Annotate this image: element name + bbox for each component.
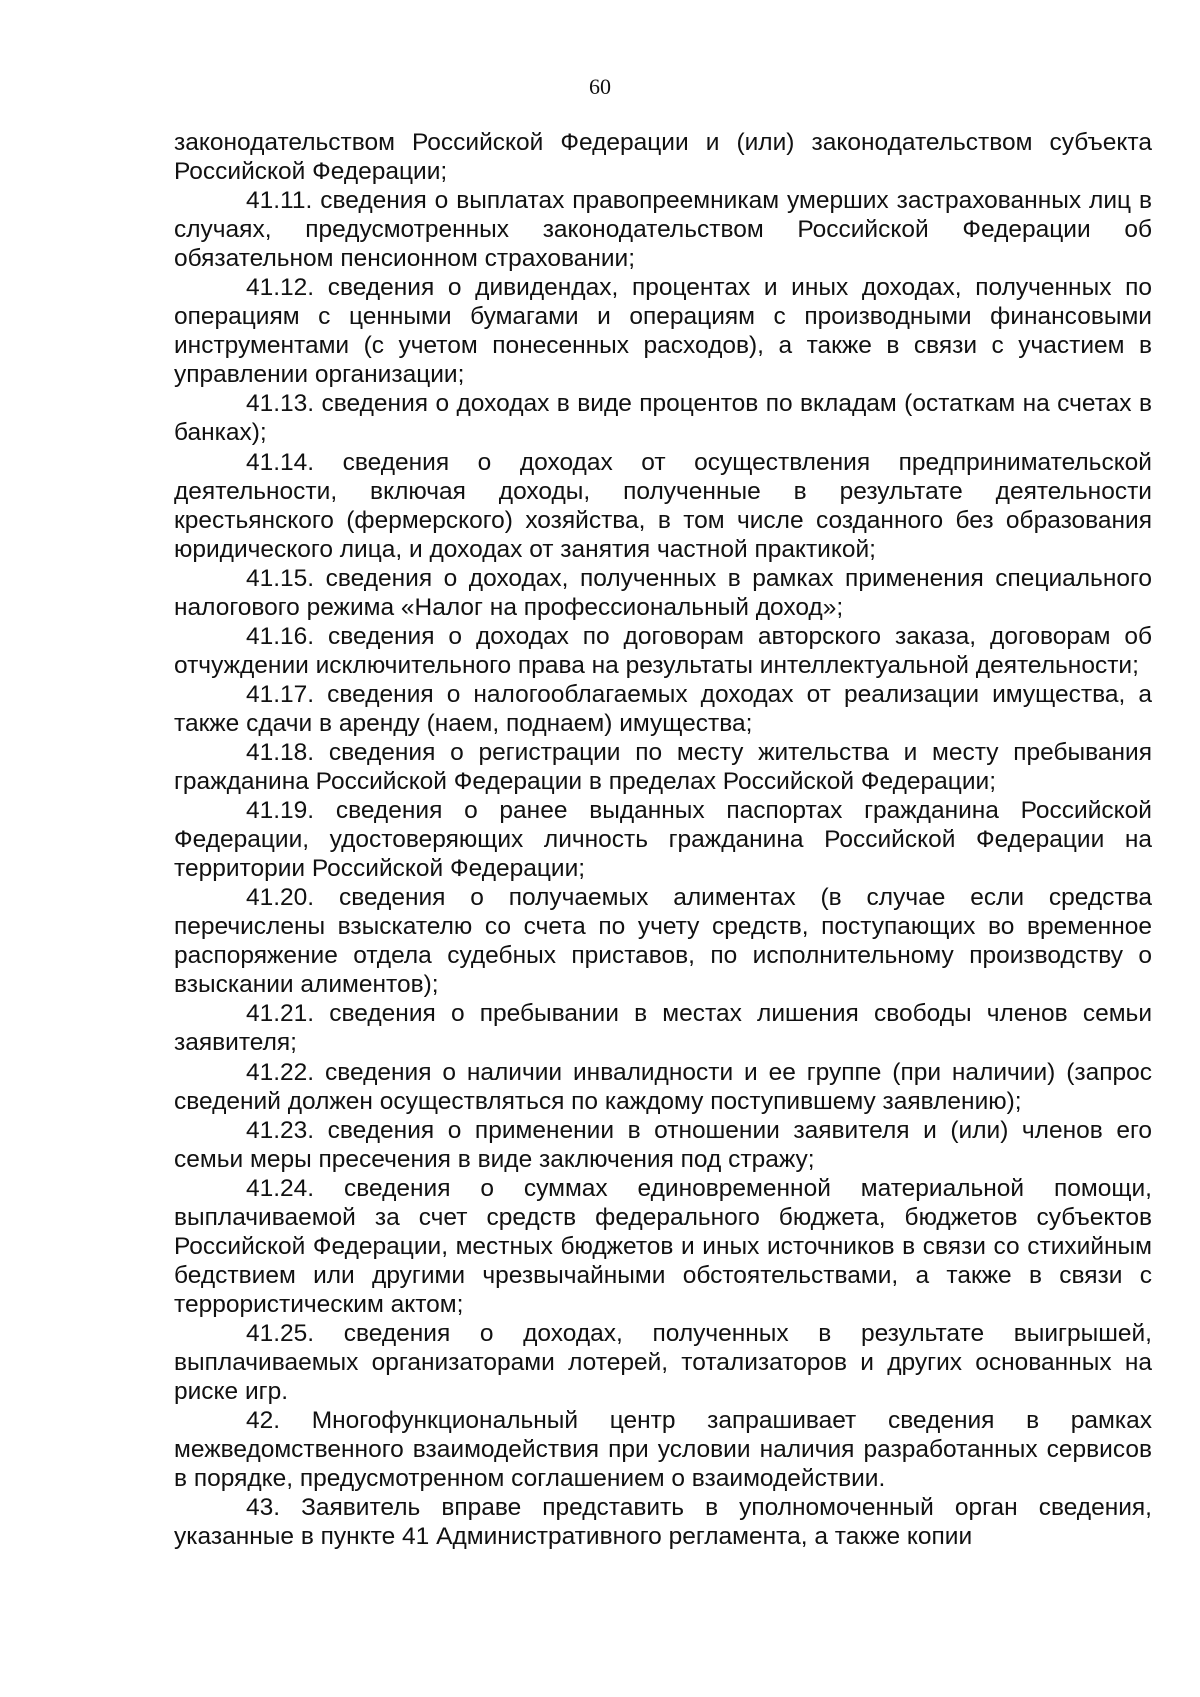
paragraph-41-20: 41.20. сведения о получаемых алиментах (в случае если средства перечислены взыскателю со счета по учету средств, поступающих во временное распоряжение отдела судебных приставов, по исполнительному производству о взыскании алиментов); <box>174 884 1152 999</box>
page-number: 60 <box>589 74 611 99</box>
paragraph-43: 43. Заявитель вправе представить в уполномоченный орган сведения, указанные в пункте 41 Административного регламента, а также копии <box>174 1494 1152 1551</box>
paragraph-41-22: 41.22. сведения о наличии инвалидности и ее группе (при наличии) (запрос сведений должен осуществляться по каждому поступившему заявлению); <box>174 1058 1152 1115</box>
paragraph-41-16: 41.16. сведения о доходах по договорам авторского заказа, договорам об отчуждении исключительного права на результаты интеллектуальной деятельности; <box>174 622 1152 679</box>
paragraph-41-23: 41.23. сведения о применении в отношении заявителя и (или) членов его семьи меры пресечения в виде заключения под стражу; <box>174 1116 1152 1173</box>
paragraph-41-18: 41.18. сведения о регистрации по месту жительства и месту пребывания гражданина Российской Федерации в пределах Российской Федерации; <box>174 738 1152 796</box>
paragraph-41-15: 41.15. сведения о доходах, полученных в рамках применения специального налогового режима «Налог на профессиональный доход»; <box>174 564 1152 621</box>
paragraph-41-13: 41.13. сведения о доходах в виде процентов по вкладам (остаткам на счетах в банках); <box>174 390 1152 447</box>
paragraph-41-12: 41.12. сведения о дивидендах, процентах и иных доходах, полученных по операциям с ценными бумагами и операциям с производными финансовыми инструментами (с учетом понесенных расходов), а также в связи с участием в управлении организации; <box>174 274 1152 389</box>
paragraph-41-21: 41.21. сведения о пребывании в местах лишения свободы членов семьи заявителя; <box>174 1000 1152 1057</box>
paragraph-41-17: 41.17. сведения о налогооблагаемых доходах от реализации имущества, а также сдачи в аренду (наем, поднаем) имущества; <box>174 680 1152 737</box>
paragraph-41-14: 41.14. сведения о доходах от осуществления предпринимательской деятельности, включая доходы, полученные в результате деятельности крестьянского (фермерского) хозяйства, в том числе созданного без образования юридического лица, и доходах от занятия частной практикой; <box>174 448 1152 563</box>
paragraph-41-25: 41.25. сведения о доходах, полученных в результате выигрышей, выплачиваемых организаторами лотерей, тотализаторов и других основанных на риске игр. <box>174 1319 1152 1406</box>
paragraph-continuation: законодательством Российской Федерации и (или) законодательством субъекта Российской Федерации; <box>174 129 1152 186</box>
document-body <box>174 128 1152 1551</box>
paragraph-42: 42. Многофункциональный центр запрашивает сведения в рамках межведомственного взаимодействия при условии наличия разработанных сервисов в порядке, предусмотренном соглашением о взаимодействии. <box>174 1407 1152 1493</box>
paragraph-41-11: 41.11. сведения о выплатах правопреемникам умерших застрахованных лиц в случаях, предусмотренных законодательством Российской Федерации об обязательном пенсионном страховании; <box>174 187 1152 273</box>
paragraph-41-19: 41.19. сведения о ранее выданных паспортах гражданина Российской Федерации, удостоверяющих личность гражданина Российской Федерации на территории Российской Федерации; <box>174 797 1152 883</box>
paragraph-41-24: 41.24. сведения о суммах единовременной материальной помощи, выплачиваемой за счет средств федерального бюджета, бюджетов субъектов Российской Федерации, местных бюджетов и иных источников в связи со стихийным бедствием или другими чрезвычайными обстоятельствами, а также в связи с террористическим актом; <box>174 1174 1152 1318</box>
